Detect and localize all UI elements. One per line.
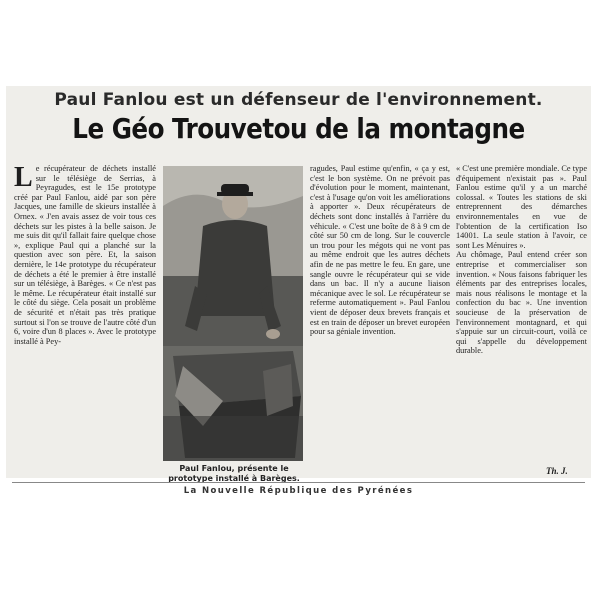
article-column-2: [310, 164, 450, 337]
footer-divider: [12, 482, 585, 483]
column-1-text: e récupérateur de déchets installé sur le télésiège de Serrias, à Peyragudes, est le 15e prototype créé par Paul Fanlou, aidé par son père Jacques, une famille de skieurs installée à Ornex. « J'en avais assez de voir tous ces déchets sur les pistes à la belle saison. Je me suis dit qu'il fallait faire quelque chose », explique Paul qui a planché sur la question avec son père. Et, la saison dernière, le 14e prototype du récupérateur de déchets a été le premier à être installé sur un télésiège, à Barèges. « Ce n'est pas le même. Le récupérateur était installé sur le côté du siège. Cela posait un problème de sécurité et n'était pas très pratique surtout si l'on se trouve de l'autre côté d'un 6, voire d'un 8 places ». Avec le prototype installé à Pey-: [14, 164, 156, 346]
newspaper-clipping: [6, 86, 591, 496]
column-3-paragraph-2: Au chômage, Paul entend créer son entreprise et commercialiser son invention. « Nous faisons fabriquer les éléments par des entreprises locales, mais nous réalisons le montage et la confection du bac ». Une invention soucieuse de la préservation de l'environnement montagnard, et qui s'appuie sur un circuit-court, voilà ce qui s'appelle du développement durable.: [456, 250, 587, 356]
column-3-paragraph-1: « C'est une première mondiale. Ce type d'équipement n'existait pas ». Paul Fanlou estime qu'il y a un marché colossal. « Toutes les stations de ski entreprennent des démarches environnementales en vue de l'obtention de la certification Iso 14001. La seule station à l'avoir, ce sont Les Ménuires ».: [456, 164, 587, 250]
drop-cap: L: [14, 162, 33, 193]
article-column-1: [14, 164, 156, 346]
column-2-text: ragudes, Paul estime qu'enfin, « ça y est, c'est le bon système. On ne prévoit pas d'évolution pour le moment, maintenant, c'est à l'usage qu'on voit les améliorations à apporter ». Deux récupérateurs de déchets sont donc installés à l'arrière du véhicule. « C'est une boîte de 8 à 9 cm de côté sur 50 cm de long. Sur le couvercle un trou pour les mégots qui ne vont pas au même endroit que les autres déchets afin de ne pas mettre le feu. En gare, une sangle ouvre le récupérateur qui se vide dans un bac. Il n'y a aucune liaison mécanique avec le sol. Le récupérateur se referme automatiquement ». Paul Fanlou vient de déposer deux brevets français et est en train de déposer un brevet européen pour sa géniale invention.: [310, 164, 450, 337]
photo-man-with-prototype: [163, 166, 303, 461]
article-photo: [163, 166, 303, 461]
photo-caption: Paul Fanlou, présente le prototype installé à Barèges.: [168, 464, 300, 483]
article-kicker: Paul Fanlou est un défenseur de l'environnement.: [54, 90, 543, 110]
newspaper-name-footer: La Nouvelle République des Pyrénées: [183, 486, 414, 496]
article-column-3: [456, 164, 587, 356]
article-headline: Le Géo Trouvetou de la montagne: [72, 112, 525, 145]
author-signature: Th. J.: [546, 466, 568, 476]
